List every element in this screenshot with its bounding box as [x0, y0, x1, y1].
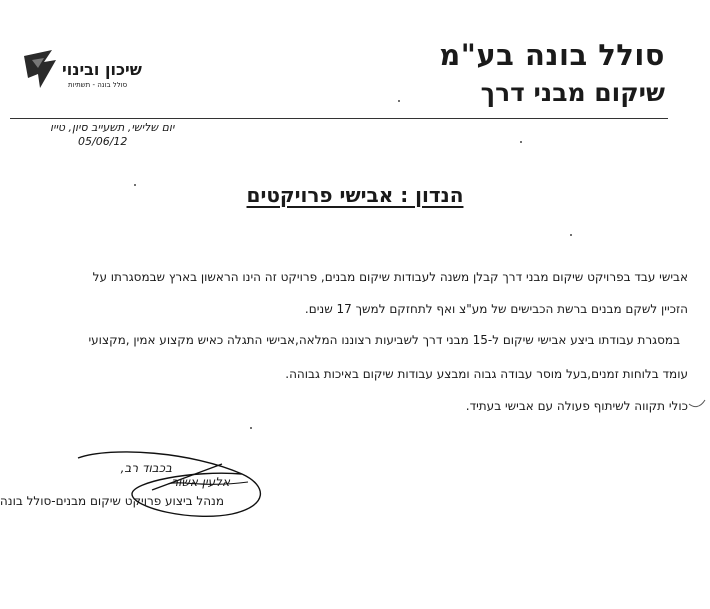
body-paragraph-1-line-1: אבישי עבד בפרויקט שיקום מבני דרך קבלן משנה לעבודות שיקום מבנים, פרויקט זה הינו הראשון בארץ שבמסגרתו על [92, 270, 688, 284]
company-name: סולל בונה בע"מ [439, 38, 665, 72]
company-logo [22, 48, 142, 98]
scan-speck [398, 100, 400, 102]
body-paragraph-2-line-2: עומד בלוחות זמנים,בעל מוסר עבודה גבוה ומבצע עבודות שיקום באיכות גבוהה. [285, 367, 688, 381]
handwritten-signature [72, 444, 272, 524]
date-numeric: 05/06/12 [78, 135, 128, 148]
header-divider [10, 118, 668, 119]
body-paragraph-3-line-1: כולי תקווה לשיתוף פעולה עם אבישי בעתיד. [465, 399, 688, 413]
scan-speck [520, 141, 522, 143]
scan-speck [250, 427, 252, 429]
signer-name: אלעין אשור [171, 475, 230, 489]
scan-speck [570, 234, 572, 236]
scan-speck [134, 184, 136, 186]
closing-salutation: בכבוד רב, [120, 461, 172, 475]
company-subtitle: שיקום מבני דרך [480, 78, 665, 107]
subject-heading: הנדון : אבישי פרויקטים [246, 183, 464, 207]
logo-text: שיכון ובינוי [62, 60, 142, 79]
logo-subtext: סולל בונה - תשתיות [68, 81, 128, 89]
signer-title: מנהל ביצוע פרויקט שיקום מבנים-סולל בונה [0, 494, 224, 508]
logo-emblem-icon [22, 48, 62, 94]
body-paragraph-1-line-2: הזכיין לשקם מבנים ברשת הכבישים של מע"צ ואף לתחזקם למשך 17 שנים. [304, 302, 688, 316]
margin-mark [688, 396, 706, 410]
body-paragraph-2-line-1: במסגרת עבודתו ביצע אבישי שיקום ל-15 מבני דרך לשביעות רצוננו המלאה,אבישי התגלה כאיש מקצוע אמין ,מקצועי [88, 333, 680, 347]
date-hebrew: יום שלישי, תשעייב סיון, טייו [50, 121, 175, 134]
